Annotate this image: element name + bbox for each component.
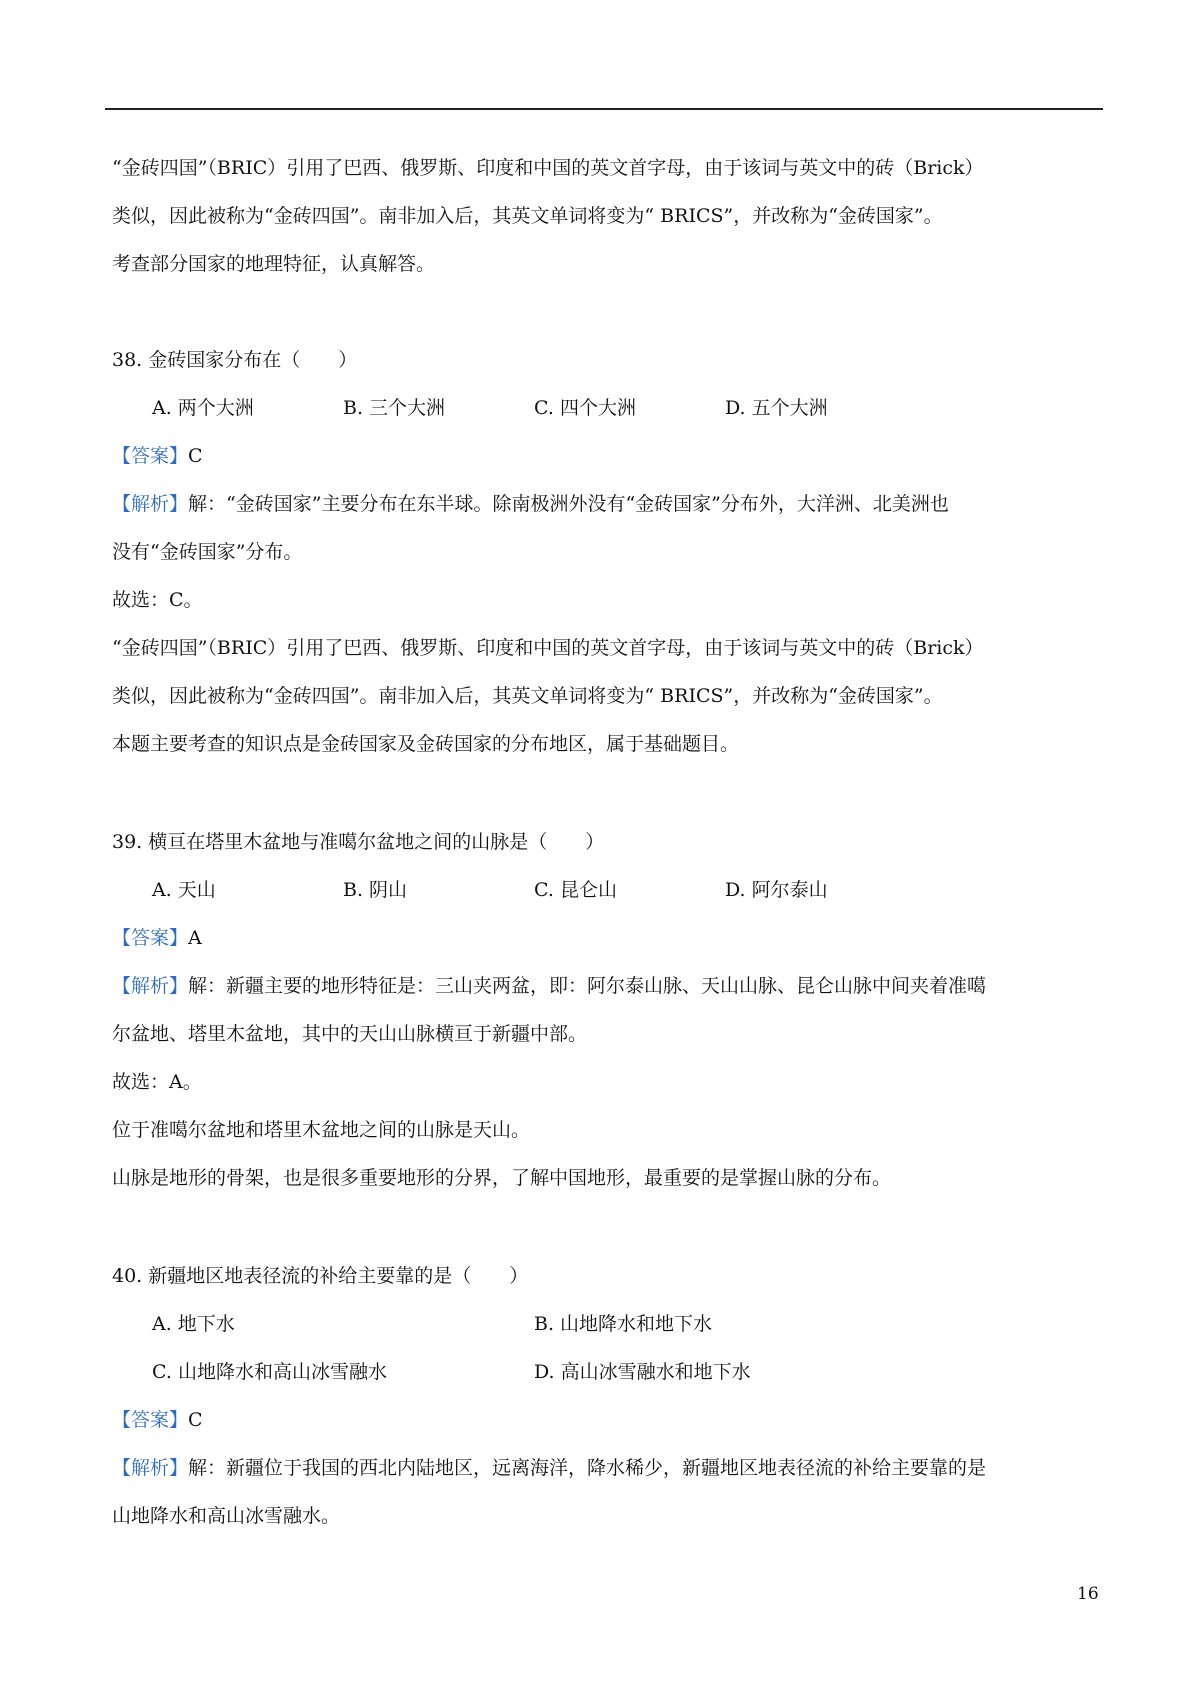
question-39-analysis-line: 山脉是地形的骨架，也是很多重要地形的分界，了解中国地形，最重要的是掌握山脉的分布。: [112, 1167, 892, 1189]
question-39-analysis-line: 尔盆地、塔里木盆地，其中的天山山脉横亘于新疆中部。: [112, 1023, 588, 1045]
answer-tag: 【答案】: [112, 1409, 189, 1431]
question-38-answer: [112, 442, 203, 470]
question-39-option-d: D. 阿尔泰山: [725, 879, 828, 901]
analysis-tag: 【解析】: [112, 975, 189, 997]
question-40-stem: 40. 新疆地区地表径流的补给主要靠的是（ ）: [112, 1265, 529, 1287]
analysis-text: 解：“金砖国家”主要分布在东半球。除南极洲外没有“金砖国家”分布外，大洋洲、北美洲也: [188, 493, 949, 515]
question-38-analysis-line: 没有“金砖国家”分布。: [112, 541, 303, 563]
answer-value: C: [188, 1409, 203, 1431]
question-38-option-a: A. 两个大洲: [152, 397, 254, 419]
intro-line: 考查部分国家的地理特征，认真解答。: [112, 253, 436, 275]
question-40-option-b: B. 山地降水和地下水: [534, 1313, 713, 1335]
question-38-option-c: C. 四个大洲: [534, 397, 636, 419]
question-38-analysis-line: “金砖四国”（BRIC）引用了巴西、俄罗斯、印度和中国的英文首字母，由于该词与英文中的砖（Brick）: [112, 637, 984, 659]
question-40-answer: [112, 1406, 203, 1434]
page-number: 16: [1077, 1584, 1099, 1604]
analysis-text: 解：新疆位于我国的西北内陆地区，远离海洋，降水稀少，新疆地区地表径流的补给主要靠的是: [188, 1457, 987, 1479]
question-39-option-a: A. 天山: [152, 879, 216, 901]
question-39-stem: 39. 横亘在塔里木盆地与准噶尔盆地之间的山脉是（ ）: [112, 831, 605, 853]
question-38-option-b: B. 三个大洲: [343, 397, 446, 419]
question-38-analysis-line: 本题主要考查的知识点是金砖国家及金砖国家的分布地区，属于基础题目。: [112, 733, 740, 755]
question-39-option-b: B. 阴山: [343, 879, 408, 901]
question-39-analysis-line: 故选：A。: [112, 1071, 202, 1093]
header-rule: [105, 108, 1103, 110]
question-38-analysis-line: 类似，因此被称为“金砖四国”。南非加入后，其英文单词将变为“ BRICS”，并改称为“金砖国家”。: [112, 685, 943, 707]
question-39-option-c: C. 昆仑山: [534, 879, 617, 901]
analysis-tag: 【解析】: [112, 1457, 189, 1479]
intro-line: 类似，因此被称为“金砖四国”。南非加入后，其英文单词将变为“ BRICS”，并改称为“金砖国家”。: [112, 205, 943, 227]
question-38-option-d: D. 五个大洲: [725, 397, 828, 419]
answer-tag: 【答案】: [112, 927, 189, 949]
question-40-analysis-line: [112, 1454, 986, 1482]
question-40-option-c: C. 山地降水和高山冰雪融水: [152, 1361, 387, 1383]
analysis-tag: 【解析】: [112, 493, 189, 515]
question-39-analysis-line: [112, 972, 986, 1000]
question-40-option-a: A. 地下水: [152, 1313, 235, 1335]
answer-value: C: [188, 445, 203, 467]
question-38-analysis-line: 故选：C。: [112, 589, 203, 611]
answer-value: A: [188, 927, 202, 949]
question-40-option-d: D. 高山冰雪融水和地下水: [534, 1361, 751, 1383]
question-38-stem: 38. 金砖国家分布在（ ）: [112, 349, 358, 371]
intro-line: “金砖四国”（BRIC）引用了巴西、俄罗斯、印度和中国的英文首字母，由于该词与英文中的砖（Brick）: [112, 157, 984, 179]
analysis-text: 解：新疆主要的地形特征是：三山夹两盆，即：阿尔泰山脉、天山山脉、昆仑山脉中间夹着准噶: [188, 975, 987, 997]
answer-tag: 【答案】: [112, 445, 189, 467]
question-38-analysis-line: [112, 490, 949, 518]
question-39-answer: [112, 924, 202, 952]
question-39-analysis-line: 位于准噶尔盆地和塔里木盆地之间的山脉是天山。: [112, 1119, 531, 1141]
question-40-analysis-line: 山地降水和高山冰雪融水。: [112, 1505, 341, 1527]
